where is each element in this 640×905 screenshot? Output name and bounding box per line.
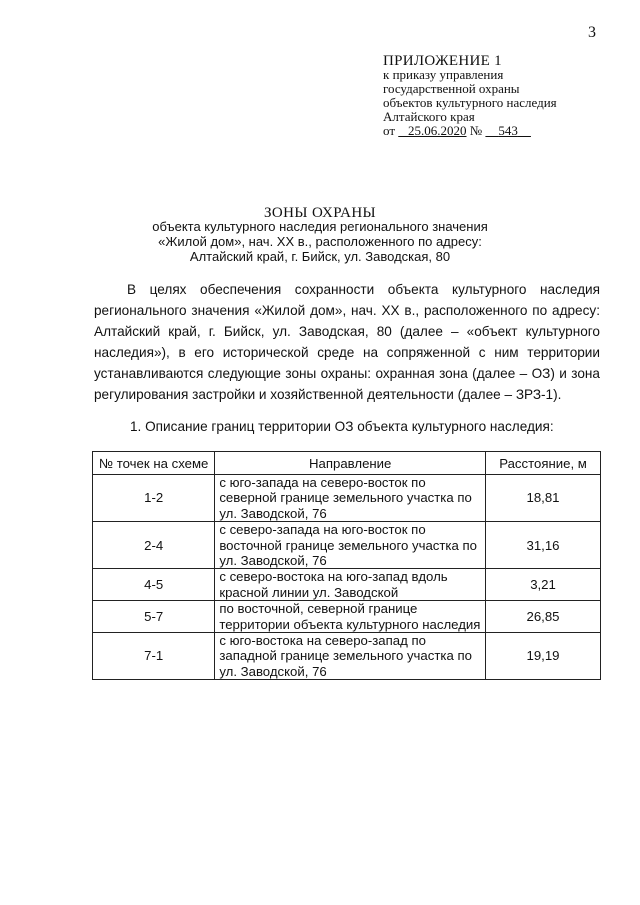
table-row [93, 569, 601, 601]
appendix-line: Алтайского края [383, 109, 475, 124]
cell-direction: с юго-востока на северо-запад по западной границе земельного участка по ул. Заводской, 76 [215, 633, 486, 680]
cell-direction: с северо-запада на юго-восток по восточной границе земельного участка по ул. Заводской, 76 [215, 522, 486, 569]
header-points: № точек на схеме [93, 452, 215, 475]
from-label: от [383, 123, 396, 138]
subtitle-line: «Жилой дом», нач. XX в., расположенного по адресу: [158, 234, 482, 249]
header-direction: Направление [215, 452, 486, 475]
cell-points: 5-7 [93, 601, 215, 633]
cell-distance: 31,16 [486, 522, 601, 569]
cell-distance: 3,21 [486, 569, 601, 601]
order-number: 543 [498, 123, 518, 138]
appendix-block [383, 54, 633, 138]
cell-direction: с северо-востока на юго-запад вдоль красной линии ул. Заводской [215, 569, 486, 601]
cell-distance: 26,85 [486, 601, 601, 633]
appendix-line: государственной охраны [383, 81, 520, 96]
order-date-line [383, 124, 633, 138]
cell-direction: с юго-запада на северо-восток по северной границе земельного участка по ул. Заводской, 76 [215, 475, 486, 522]
header-distance: Расстояние, м [486, 452, 601, 475]
table-row [93, 601, 601, 633]
cell-points: 4-5 [93, 569, 215, 601]
cell-distance: 19,19 [486, 633, 601, 680]
order-date: 25.06.2020 [408, 123, 467, 138]
subtitle-line: Алтайский край, г. Бийск, ул. Заводская, 80 [189, 249, 451, 264]
appendix-line: объектов культурного наследия [383, 95, 557, 110]
cell-direction: по восточной, северной границе территории объекта культурного наследия [215, 601, 486, 633]
intro-paragraph: В целях обеспечения сохранности объекта культурного наследия регионального значения «Жилой дом», нач. XX в., расположенного по адресу: Алтайский край, г. Бийск, ул. Заводская, 80 (далее – «объект культурного наследия»), в его исторической среде на сопряженной с ним территории устанавливаются следующие зоны охраны: охранная зона (далее – ОЗ) и зона регулирования застройки и хозяйственной деятельности (далее – ЗРЗ-1). [94, 282, 600, 402]
cell-points: 1-2 [93, 475, 215, 522]
cell-points: 7-1 [93, 633, 215, 680]
appendix-line: к приказу управления [383, 67, 504, 82]
table-row [93, 475, 601, 522]
cell-distance: 18,81 [486, 475, 601, 522]
document-title: ЗОНЫ ОХРАНЫ [263, 205, 377, 221]
table-header-row [93, 452, 601, 475]
table-row [93, 633, 601, 680]
number-label: № [469, 123, 483, 138]
subtitle-line: объекта культурного наследия регионального значения [152, 219, 488, 234]
appendix-title: ПРИЛОЖЕНИЕ 1 [383, 53, 502, 69]
section-title: 1. Описание границ территории ОЗ объекта культурного наследия: [130, 419, 554, 434]
page-number: 3 [588, 24, 596, 41]
document-subtitle [0, 219, 640, 264]
cell-points: 2-4 [93, 522, 215, 569]
boundary-table [92, 451, 601, 680]
table-row [93, 522, 601, 569]
